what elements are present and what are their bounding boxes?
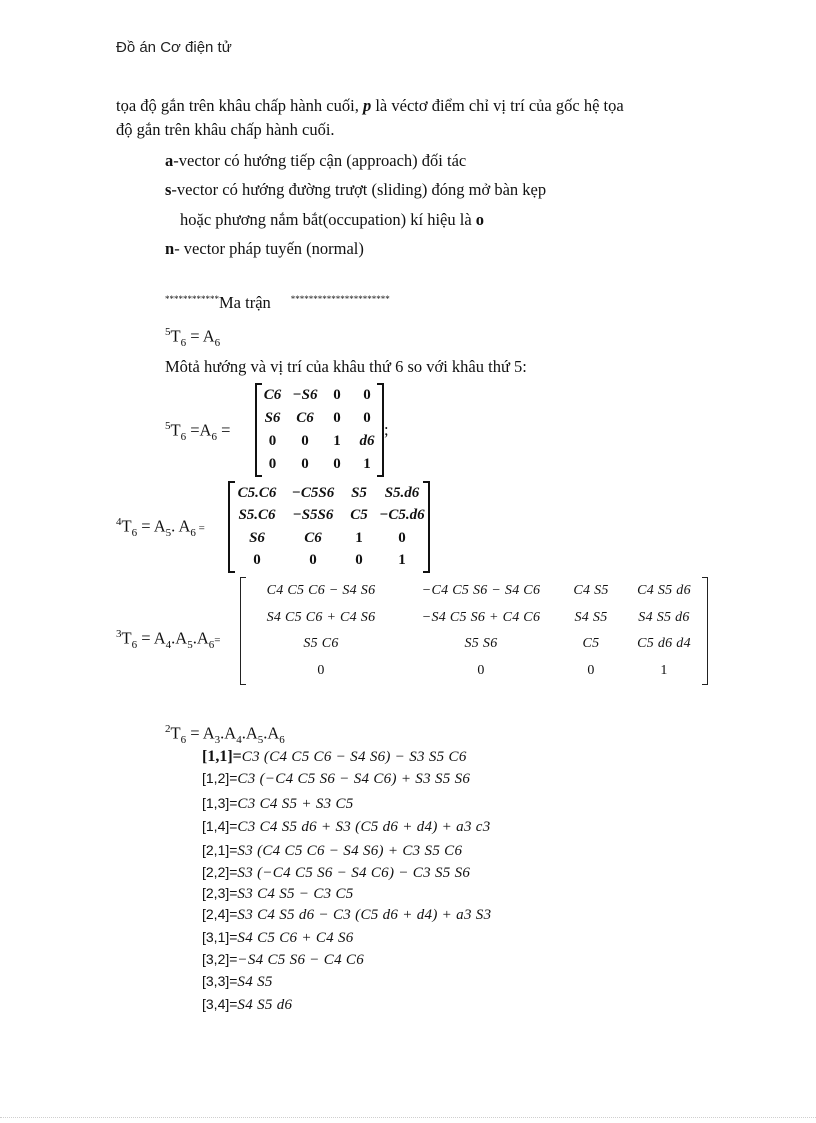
vector-n-symbol: n <box>165 239 175 258</box>
matrix-4T6-cell-2-4: −C5.d6 <box>379 507 425 524</box>
matrix-3T6-cell-2-2: −S4 C5 S6 + C4 C6 <box>421 609 541 625</box>
matrix-4T6-cell-3-2: C6 <box>304 529 322 546</box>
entry-row <box>202 842 462 860</box>
intro-line-2: độ gắn trên khâu chấp hành cuối. <box>116 120 335 139</box>
eq2-T: T <box>170 723 181 743</box>
matrix-3T6-cell-4-2: 0 <box>477 662 485 678</box>
entry-expression: S3 (C4 C5 C6 − S4 S6) + C3 S5 C6 <box>237 843 463 859</box>
eq3-sup: 3 <box>116 628 122 640</box>
matrix-A6-cell-3-3: 1 <box>333 433 341 449</box>
entry-row <box>202 770 470 788</box>
matrix-4T6-cell-2-3: C5 <box>350 507 368 524</box>
entry-row <box>202 951 364 969</box>
intro-line-1-before: tọa độ gắn trên khâu chấp hành cuối, <box>116 96 363 115</box>
matrix-A6-cell-2-2: C6 <box>296 410 314 426</box>
entry-row <box>202 996 292 1014</box>
matrix-4T6-cell-3-4: 0 <box>398 529 406 546</box>
matrix-A6-cell-2-3: 0 <box>333 410 341 426</box>
matrix-4T6-cell-1-2: −C5S6 <box>291 484 335 501</box>
matrix-3T6-cell-3-3: C5 <box>582 636 600 652</box>
matrix-4T6-cell-4-4: 1 <box>398 552 406 569</box>
matrix-4T6-cell-4-2: 0 <box>309 552 317 569</box>
entry-label: [1,2]= <box>202 770 238 786</box>
entry-row <box>202 929 354 947</box>
matrix-A6-cell-3-2: 0 <box>301 433 309 449</box>
entry-label: [2,4]= <box>202 906 238 922</box>
matrix-3T6-cell-1-2: −C4 C5 S6 − S4 C6 <box>421 583 541 599</box>
eq2-s1: 3 <box>214 733 221 746</box>
eq3-s1: 4 <box>165 638 172 651</box>
vector-o-symbol: o <box>475 210 485 229</box>
eq5-T: T <box>170 420 181 440</box>
entry-label: [3,4]= <box>202 996 238 1012</box>
intro-line-1-after: là véctơ điểm chỉ vị trí của gốc hệ tọa <box>371 96 624 115</box>
vector-n-line <box>165 239 364 259</box>
matrix-4T6-cell-1-4: S5.d6 <box>384 484 420 501</box>
eq3-label <box>116 628 220 651</box>
entry-row <box>202 795 354 813</box>
eq4-sup: 4 <box>116 516 122 528</box>
entry-label: [3,3]= <box>202 973 238 989</box>
eq5-tail: = <box>216 420 231 440</box>
eq5-sub2: 6 <box>211 430 217 443</box>
entry-label: [2,3]= <box>202 885 238 901</box>
matrix-A6-cell-4-2: 0 <box>301 456 309 472</box>
eq2-s3: 5 <box>257 733 264 746</box>
entry-label: [1,1]= <box>202 748 242 765</box>
eq5-semicolon: ; <box>384 420 389 439</box>
matrix-4T6-grid <box>230 482 428 572</box>
matrix-4T6-cell-1-3: S5 <box>351 484 367 501</box>
eq3-T: T <box>121 628 132 648</box>
vector-o-line <box>180 210 484 230</box>
entry-expression: S4 C5 C6 + C4 S6 <box>237 930 354 946</box>
entry-expression: C3 (−C4 C5 S6 − S4 C6) + S3 S5 S6 <box>237 771 471 787</box>
matrix-3T6-cell-4-3: 0 <box>587 662 595 678</box>
eq2-m2: .A <box>220 723 237 743</box>
entry-expression: C3 C4 S5 + S3 C5 <box>237 796 354 812</box>
eq3-m3: .A <box>192 628 209 648</box>
entry-row <box>202 973 273 991</box>
matrix-A6-cell-1-2: −S6 <box>292 387 318 403</box>
eq5-label <box>165 420 230 443</box>
eq3-s2: 5 <box>187 638 193 651</box>
entry-label: [3,2]= <box>202 951 238 967</box>
entry-row <box>202 818 491 836</box>
eq4-mid2: . A <box>171 516 191 536</box>
matrix-A6-cell-1-1: C6 <box>263 387 282 403</box>
matrix-4T6-cell-3-3: 1 <box>355 529 363 546</box>
description-line: Môtả hướng và vị trí của khâu thứ 6 so với khâu thứ 5: <box>165 357 527 376</box>
t56-sup: 5 <box>165 326 171 338</box>
eq2-m3: .A <box>241 723 258 743</box>
matrix-3T6 <box>240 578 708 684</box>
entry-expression: S3 (−C4 C5 S6 − S4 C6) − C3 S5 S6 <box>237 865 471 881</box>
eq4-mid: = A <box>137 516 166 536</box>
entry-row <box>202 748 467 766</box>
intro-line-1 <box>116 96 624 116</box>
stars-left: ************ <box>165 294 219 304</box>
vector-s-symbol: s <box>165 180 172 199</box>
eq3-m2: .A <box>171 628 188 648</box>
matrix-4T6-cell-2-2: −S5S6 <box>292 507 334 524</box>
vector-a-symbol: a <box>165 151 174 170</box>
matrix-3T6-grid <box>241 578 707 684</box>
vector-o-text: hoặc phương nắm bắt(occupation) kí hiệu là <box>180 210 476 229</box>
matrix-A6-cell-2-4: 0 <box>363 410 371 426</box>
eq4-sub3: 6 <box>190 526 196 539</box>
entry-expression: C3 C4 S5 d6 + S3 (C5 d6 + d4) + a3 c3 <box>237 819 491 835</box>
eq2-m4: .A <box>263 723 280 743</box>
p-vector-symbol: p <box>362 96 372 115</box>
section-heading <box>165 293 390 313</box>
eq2-s2: 4 <box>236 733 242 746</box>
page-bottom-border <box>0 1117 816 1118</box>
matrix-A6-cell-3-4: d6 <box>359 433 375 449</box>
page-header: Đồ án Cơ điện tử <box>116 39 232 56</box>
vector-n-text: - vector pháp tuyến (normal) <box>174 239 364 258</box>
entry-label: [1,3]= <box>202 795 238 811</box>
matrix-4T6-cell-4-3: 0 <box>355 552 363 569</box>
t56-sub2: 6 <box>214 336 221 349</box>
matrix-4T6-cell-3-1: S6 <box>249 529 265 546</box>
eq4-label <box>116 516 205 539</box>
entry-row <box>202 864 470 882</box>
entry-expression: S3 C4 S5 − C3 C5 <box>237 886 354 902</box>
entry-expression: C3 (C4 C5 C6 − S4 S6) − S3 S5 C6 <box>241 749 467 765</box>
vector-s-line <box>165 180 546 200</box>
matrix-4T6-cell-2-1: S5.C6 <box>238 507 276 524</box>
matrix-4T6-cell-4-1: 0 <box>253 552 261 569</box>
matrix-A6-cell-4-1: 0 <box>268 456 277 472</box>
eq2-sub: 6 <box>180 733 187 746</box>
eq2-s4: 6 <box>279 733 285 746</box>
matrix-3T6-cell-1-4: C4 S5 d6 <box>637 583 691 599</box>
entry-label: [1,4]= <box>202 818 238 834</box>
t56-sub: 6 <box>180 336 187 349</box>
t56-eq: = A <box>186 326 215 346</box>
vector-a-line <box>165 151 466 171</box>
eq3-mid: = A <box>137 628 166 648</box>
entry-expression: S3 C4 S5 d6 − C3 (C5 d6 + d4) + a3 S3 <box>237 907 492 923</box>
eq3-sub: 6 <box>131 638 138 651</box>
section-title: Ma trận <box>219 293 271 312</box>
vector-s-text: -vector có hướng đường trượt (sliding) đóng mở bàn kẹp <box>171 180 547 199</box>
matrix-A6-cell-3-1: 0 <box>268 433 277 449</box>
entry-expression: S4 S5 d6 <box>237 997 293 1013</box>
matrix-3T6-cell-3-2: S5 S6 <box>464 636 498 652</box>
eq5-sup: 5 <box>165 420 171 432</box>
matrix-A6-cell-4-4: 1 <box>363 456 371 472</box>
matrix-A6-cell-1-4: 0 <box>363 387 371 403</box>
vector-a-text: -vector có hướng tiếp cận (approach) đối tác <box>173 151 467 170</box>
eq4-sub: 6 <box>131 526 138 539</box>
matrix-3T6-cell-2-4: S4 S5 d6 <box>638 609 690 625</box>
eq2-mid: = A <box>186 723 215 743</box>
eq5-sub: 6 <box>180 430 187 443</box>
entry-expression: −S4 C5 S6 − C4 C6 <box>237 952 365 968</box>
eq3-s3: 6 <box>208 638 215 651</box>
matrix-A6 <box>255 384 384 476</box>
eq2-sup: 2 <box>165 723 171 735</box>
t56-T: T <box>170 326 181 346</box>
matrix-3T6-cell-1-1: C4 C5 C6 − S4 S6 <box>266 583 376 599</box>
entry-row <box>202 885 354 903</box>
t56-equation <box>165 326 220 349</box>
matrix-A6-cell-1-3: 0 <box>333 387 341 403</box>
matrix-A6-cell-2-1: S6 <box>264 410 281 426</box>
entry-label: [2,2]= <box>202 864 238 880</box>
entry-row <box>202 906 491 924</box>
matrix-3T6-cell-3-1: S5 C6 <box>303 636 339 652</box>
eq2-label <box>165 723 285 746</box>
entry-expression: S4 S5 <box>237 974 273 990</box>
eq4-sub2: 5 <box>165 526 172 539</box>
entry-label: [3,1]= <box>202 929 238 945</box>
eq3-tail: = <box>214 634 221 647</box>
matrix-3T6-cell-4-1: 0 <box>317 662 325 678</box>
matrix-4T6 <box>228 482 430 572</box>
matrix-4T6-cell-1-1: C5.C6 <box>237 484 277 501</box>
entry-label: [2,1]= <box>202 842 238 858</box>
matrix-3T6-cell-1-3: C4 S5 <box>573 583 609 599</box>
matrix-A6-cell-4-3: 0 <box>333 456 341 472</box>
matrix-3T6-cell-3-4: C5 d6 d4 <box>637 636 691 652</box>
matrix-3T6-cell-2-3: S4 S5 <box>574 609 608 625</box>
matrix-A6-grid <box>257 384 382 476</box>
matrix-3T6-cell-4-4: 1 <box>660 662 668 678</box>
stars-right: ********************** <box>290 294 390 304</box>
eq5-mid: =A <box>186 420 212 440</box>
eq4-T: T <box>121 516 132 536</box>
eq4-tail: = <box>195 522 205 535</box>
matrix-3T6-cell-2-1: S4 C5 C6 + C4 S6 <box>266 609 376 625</box>
